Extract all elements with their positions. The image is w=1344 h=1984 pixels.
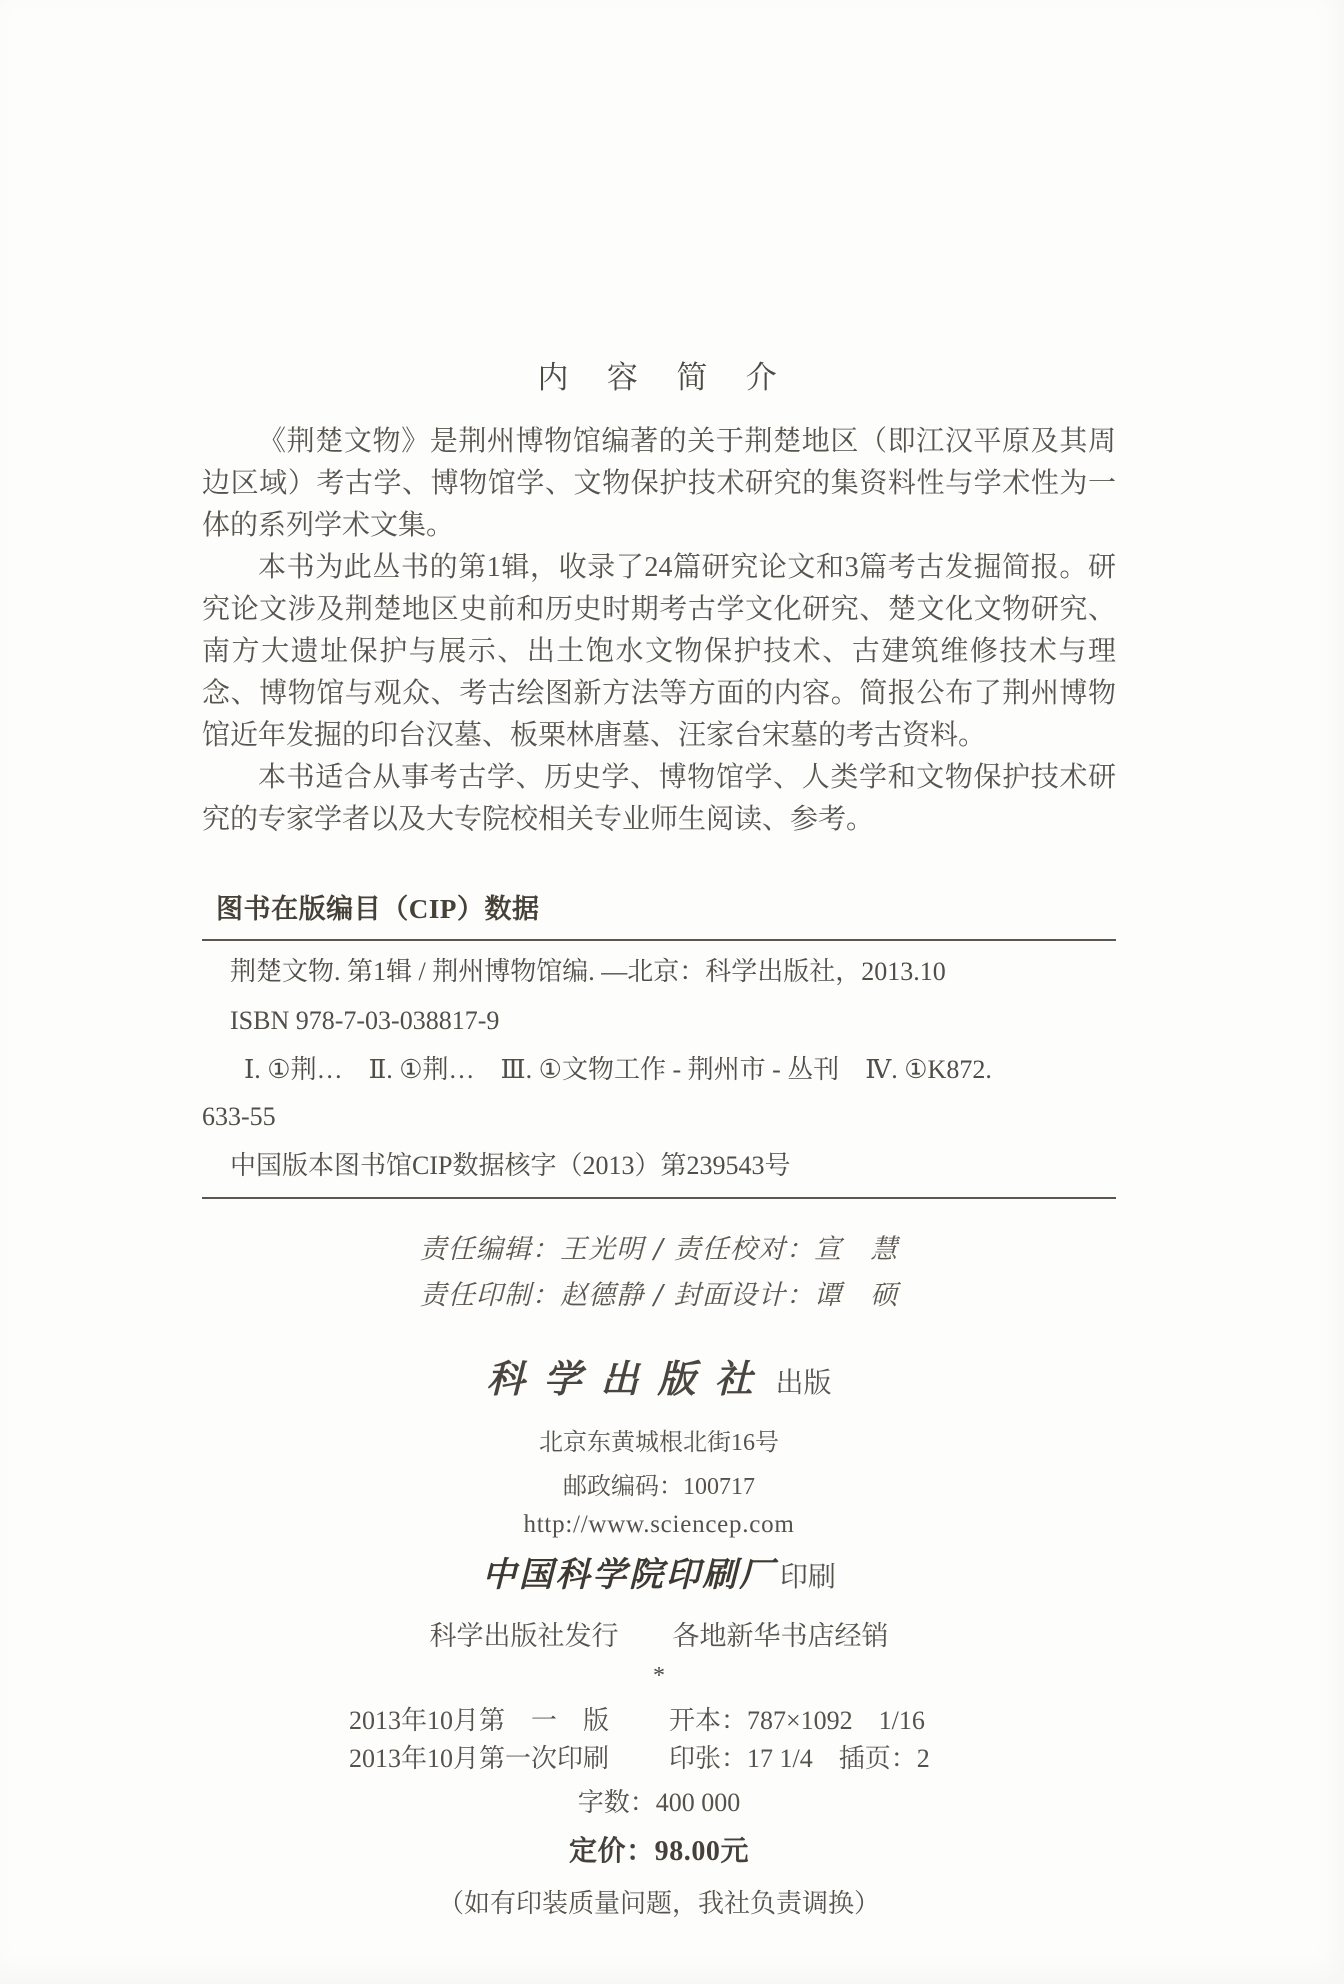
cip-book-line: 荆楚文物. 第1辑 / 荆州博物馆编. —北京：科学出版社，2013.10 <box>230 957 946 986</box>
publisher-block <box>202 1353 1116 1690</box>
press-role-label: 出版 <box>775 1368 832 1399</box>
intro-paragraph-3: 本书适合从事考古学、历史学、博物馆学、人类学和文物保护技术研究的专家学者以及大专院校相关专业师生阅读、参考。 <box>202 762 1116 835</box>
printing-line: 2013年10月第一次印刷 <box>349 1744 610 1773</box>
intro-text-block <box>202 421 1116 841</box>
sheets-line: 印张：17 1/4 插页：2 <box>669 1744 930 1773</box>
distribution-line: 科学出版社发行 各地新华书店经销 <box>429 1621 889 1651</box>
section-title: 内 容 简 介 <box>537 360 781 395</box>
credits-line-1: 责任编辑：王光明 / 责任校对：宣 慧 <box>419 1234 899 1265</box>
colophon-grid <box>349 1702 969 1778</box>
edition-line: 2013年10月第 一 版 <box>349 1706 610 1735</box>
intro-paragraph-1: 《荆楚文物》是荆州博物馆编著的关于荆楚地区（即江汉平原及其周边区域）考古学、博物馆学、文物保护技术研究的集资料性与学术性为一体的系列学术文集。 <box>202 426 1116 541</box>
colophon-block <box>202 1702 1116 1920</box>
cip-record-line: 中国版本图书馆CIP数据核字（2013）第239543号 <box>230 1151 791 1180</box>
printer-line <box>202 1551 1116 1606</box>
press-postcode: 邮政编码：100717 <box>563 1474 755 1500</box>
cip-isbn-line: ISBN 978-7-03-038817-9 <box>230 1006 500 1035</box>
cip-header: 图书在版编目（CIP）数据 <box>216 894 540 924</box>
credits-block <box>202 1227 1116 1319</box>
printer-logo-text: 中国科学院印刷厂 <box>482 1555 776 1595</box>
press-logo-text: 科学出版社 <box>486 1356 772 1401</box>
cip-section <box>202 887 1116 1199</box>
press-address: 北京东黄城根北街16号 <box>539 1430 779 1456</box>
credits-line-2: 责任印制：赵德静 / 封面设计：谭 硕 <box>419 1280 899 1311</box>
page-content-column <box>202 0 1116 1920</box>
press-line <box>202 1353 1116 1414</box>
format-line: 开本：787×1092 1/16 <box>669 1706 925 1735</box>
section-separator-star: * <box>653 1663 665 1689</box>
price-line: 定价：98.00元 <box>568 1836 750 1867</box>
cip-classification-continuation: 633-55 <box>202 1102 276 1131</box>
exchange-note: （如有印装质量问题，我社负责调换） <box>437 1889 880 1918</box>
cip-top-rule <box>202 939 1116 941</box>
press-website: http://www.sciencep.com <box>523 1511 795 1538</box>
word-count-line: 字数：400 000 <box>577 1788 741 1817</box>
intro-paragraph-2: 本书为此丛书的第1辑，收录了24篇研究论文和3篇考古发掘简报。研究论文涉及荆楚地区史前和历史时期考古学文化研究、楚文化文物研究、南方大遗址保护与展示、出土饱水文物保护技术、古建筑维修技术与理念、博物馆与观众、考古绘图新方法等方面的内容。简报公布了荆州博物馆近年发掘的印台汉墓、板栗林唐墓、汪家台宋墓的考古资料。 <box>202 552 1116 751</box>
cip-bottom-rule <box>202 1197 1116 1199</box>
printer-role-label: 印刷 <box>779 1562 836 1593</box>
cip-classification-line: Ⅰ. ①荆… Ⅱ. ①荆… Ⅲ. ①文物工作 - 荆州市 - 丛刊 Ⅳ. ①K872. <box>244 1055 992 1084</box>
